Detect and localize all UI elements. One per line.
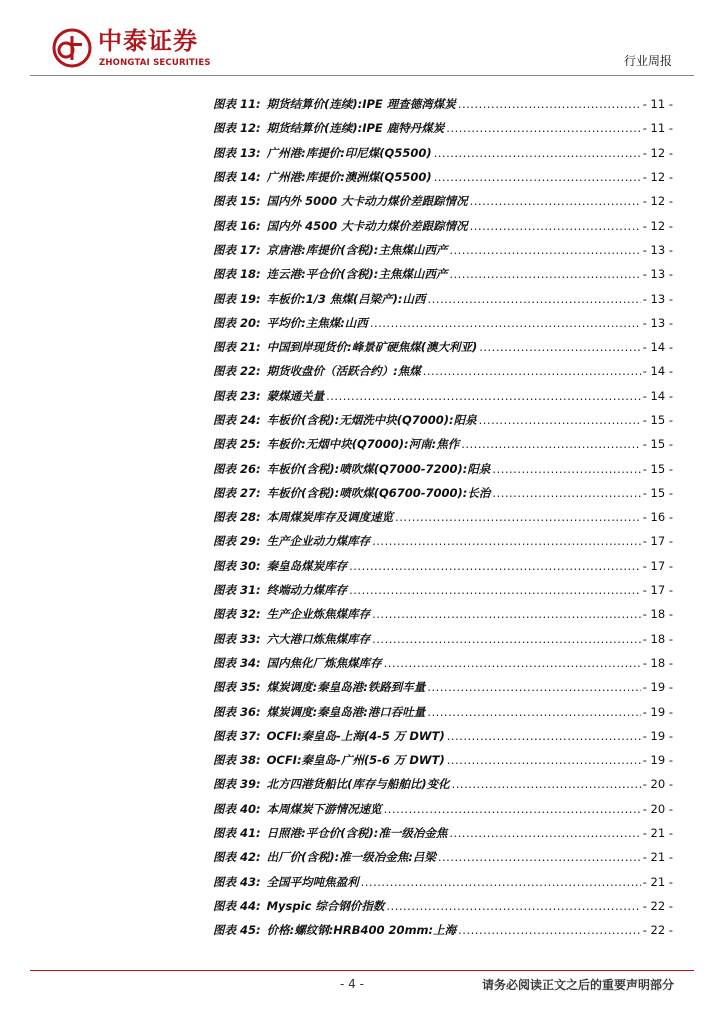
toc-entry[interactable] [213, 238, 673, 262]
toc-dot-leader [349, 559, 641, 573]
toc-dot-leader [449, 267, 640, 281]
toc-dot-leader [434, 146, 641, 160]
toc-entry[interactable] [213, 578, 673, 602]
toc-entry-label: 图表 35: [213, 680, 261, 695]
toc-entry-page: - 16 - [642, 510, 673, 525]
toc-entry-page: - 12 - [642, 194, 673, 209]
toc-entry-title: 广州港:库提价:澳洲煤(Q5500) [266, 170, 432, 185]
toc-entry[interactable] [213, 748, 673, 772]
toc-entry[interactable] [213, 918, 673, 942]
toc-entry-title: 六大港口炼焦煤库存 [266, 631, 371, 646]
toc-dot-leader [461, 437, 641, 451]
toc-dot-leader [384, 656, 641, 670]
toc-entry[interactable] [213, 165, 673, 189]
toc-entry-label: 图表 21: [213, 340, 261, 355]
toc-dot-leader [349, 583, 641, 597]
toc-entry[interactable] [213, 189, 673, 213]
toc-entry[interactable] [213, 529, 673, 553]
toc-entry-label: 图表 43: [213, 874, 261, 889]
toc-entry[interactable] [213, 675, 673, 699]
toc-entry[interactable] [213, 384, 673, 408]
toc-entry-title: Myspic 综合钢价指数 [266, 898, 385, 913]
toc-entry-label: 图表 44: [213, 898, 261, 913]
toc-entry[interactable] [213, 651, 673, 675]
toc-entry-title: 生产企业动力煤库存 [266, 534, 371, 549]
toc-entry-page: - 13 - [642, 291, 673, 306]
toc-dot-leader [449, 826, 640, 840]
toc-dot-leader [326, 389, 641, 403]
toc-dot-leader [370, 316, 641, 330]
toc-entry-page: - 18 - [642, 607, 673, 622]
toc-entry-label: 图表 18: [213, 267, 261, 282]
toc-entry-label: 图表 13: [213, 145, 261, 160]
toc-entry-page: - 17 - [642, 558, 673, 573]
toc-entry-title: 期货结算价(连续):IPE 理查德湾煤炭 [266, 97, 456, 112]
toc-dot-leader [447, 753, 641, 767]
toc-entry-title: 车板价:1/3 焦煤(吕梁产):山西 [266, 291, 426, 306]
toc-entry-title: 国内焦化厂炼焦煤库存 [266, 655, 382, 670]
toc-dot-leader [434, 170, 641, 184]
toc-entry-title: 车板价(含税):无烟洗中块(Q7000):阳泉 [266, 413, 477, 427]
toc-entry-label: 图表 34: [213, 655, 261, 670]
brand-name-cn: 中泰证券 [98, 27, 198, 55]
table-of-figures [213, 92, 673, 942]
toc-dot-leader [427, 705, 640, 719]
page-header [0, 0, 724, 80]
toc-entry[interactable] [213, 894, 673, 918]
toc-dot-leader [428, 292, 641, 306]
toc-entry-label: 图表 23: [213, 388, 261, 403]
toc-entry-label: 图表 38: [213, 753, 261, 768]
toc-entry[interactable] [213, 116, 673, 140]
toc-entry[interactable] [213, 870, 673, 894]
toc-entry-label: 图表 40: [213, 801, 261, 816]
toc-entry-page: - 12 - [642, 170, 673, 185]
toc-entry-page: - 19 - [642, 704, 673, 719]
toc-entry-label: 图表 26: [213, 461, 261, 476]
toc-entry[interactable] [213, 359, 673, 383]
toc-entry[interactable] [213, 481, 673, 505]
toc-entry-page: - 15 - [642, 461, 673, 476]
toc-dot-leader [470, 194, 641, 208]
toc-entry-title: 国内外 4500 大卡动力煤价差跟踪情况 [266, 218, 468, 233]
toc-entry[interactable] [213, 456, 673, 480]
toc-entry-label: 图表 39: [213, 777, 261, 792]
toc-entry[interactable] [213, 141, 673, 165]
toc-entry-title: OCFI:秦皇岛-广州(5-6 万 DWT) [266, 753, 445, 768]
toc-entry-label: 图表 32: [213, 607, 261, 622]
toc-entry-title: 生产企业炼焦煤库存 [266, 607, 371, 622]
toc-entry-label: 图表 37: [213, 728, 261, 743]
toc-dot-leader [427, 680, 640, 694]
header-divider [30, 75, 694, 76]
toc-entry-page: - 22 - [642, 923, 673, 938]
toc-entry-title: 期货结算价(连续):IPE 鹿特丹煤炭 [266, 121, 445, 136]
toc-dot-leader [372, 534, 641, 548]
toc-dot-leader [446, 121, 640, 135]
toc-entry-page: - 15 - [642, 437, 673, 452]
toc-entry-label: 图表 30: [213, 558, 261, 573]
toc-entry-label: 图表 41: [213, 826, 261, 841]
toc-entry-page: - 11 - [642, 121, 673, 136]
toc-entry-label: 图表 24: [213, 413, 261, 427]
toc-entry-title: 出厂价(含税):准一级冶金焦:吕梁 [266, 850, 436, 865]
toc-entry-title: 本周煤炭下游情况速览 [266, 801, 382, 816]
toc-entry-label: 图表 36: [213, 704, 261, 719]
toc-entry-page: - 14 - [642, 340, 673, 355]
toc-entry[interactable] [213, 213, 673, 237]
toc-entry-page: - 12 - [642, 145, 673, 160]
toc-entry-label: 图表 12: [213, 121, 261, 136]
toc-entry-page: - 19 - [642, 680, 673, 695]
toc-entry-page: - 21 - [642, 850, 673, 865]
toc-entry-title: 平均价:主焦煤:山西 [266, 315, 368, 330]
toc-entry-page: - 20 - [642, 777, 673, 792]
toc-entry-page: - 21 - [642, 826, 673, 841]
toc-entry-label: 图表 17: [213, 242, 261, 257]
toc-dot-leader [449, 243, 640, 257]
toc-entry-page: - 13 - [642, 242, 673, 257]
toc-entry-label: 图表 25: [213, 437, 261, 452]
toc-entry[interactable] [213, 262, 673, 286]
toc-entry-label: 图表 29: [213, 534, 261, 549]
toc-entry-title: 煤炭调度:秦皇岛港:港口吞吐量 [266, 704, 426, 719]
toc-entry-page: - 20 - [642, 801, 673, 816]
toc-entry-title: 全国平均吨焦盈利 [266, 874, 359, 889]
toc-entry-title: 日照港:平仓价(含税):准一级冶金焦 [266, 826, 448, 841]
toc-entry-page: - 17 - [642, 534, 673, 549]
toc-entry-page: - 15 - [642, 413, 673, 427]
toc-entry-title: OCFI:秦皇岛-上海(4-5 万 DWT) [266, 728, 445, 743]
toc-entry-title: 中国到岸现货价:峰景矿硬焦煤(澳大利亚) [266, 340, 478, 355]
toc-entry-label: 图表 27: [213, 485, 261, 500]
toc-entry-page: - 14 - [642, 364, 673, 379]
toc-dot-leader [447, 729, 641, 743]
toc-dot-leader [479, 413, 641, 427]
toc-entry-label: 图表 31: [213, 583, 261, 598]
toc-entry-title: 蒙煤通关量 [266, 388, 325, 403]
toc-entry-title: 车板价:无烟中块(Q7000):河南:焦作 [266, 437, 460, 452]
toc-entry-label: 图表 15: [213, 194, 261, 209]
toc-entry[interactable] [213, 724, 673, 748]
toc-entry-label: 图表 33: [213, 631, 261, 646]
toc-entry[interactable] [213, 92, 673, 116]
toc-entry-page: - 14 - [642, 388, 673, 403]
toc-entry-title: 期货收盘价（活跃合约）:焦煤 [266, 364, 421, 379]
zhongtai-logo-icon [52, 28, 92, 68]
toc-entry[interactable] [213, 408, 673, 432]
toc-entry-label: 图表 45: [213, 923, 261, 938]
toc-entry[interactable] [213, 821, 673, 845]
toc-entry-title: 秦皇岛煤炭库存 [266, 558, 348, 573]
toc-entry-title: 煤炭调度:秦皇岛港:铁路到车量 [266, 680, 426, 695]
toc-entry-label: 图表 28: [213, 510, 261, 525]
toc-dot-leader [386, 899, 640, 913]
toc-dot-leader [458, 97, 641, 111]
toc-entry[interactable] [213, 505, 673, 529]
toc-entry-page: - 15 - [642, 485, 673, 500]
toc-entry[interactable] [213, 335, 673, 359]
toc-entry-page: - 21 - [642, 874, 673, 889]
toc-entry-title: 车板价(含税):喷吹煤(Q7000-7200):阳泉 [266, 461, 491, 476]
toc-entry-page: - 19 - [642, 753, 673, 768]
toc-entry[interactable] [213, 845, 673, 869]
disclaimer-text: 请务必阅读正文之后的重要声明部分 [481, 978, 674, 992]
toc-dot-leader [479, 340, 641, 354]
toc-entry-page: - 13 - [642, 315, 673, 330]
page-number: - 4 - [340, 977, 364, 991]
toc-dot-leader [423, 364, 641, 378]
toc-entry-title: 价格:螺纹钢:HRB400 20mm:上海 [266, 923, 457, 938]
toc-entry-page: - 18 - [642, 655, 673, 670]
toc-entry-page: - 19 - [642, 728, 673, 743]
toc-dot-leader [384, 802, 641, 816]
toc-entry-label: 图表 22: [213, 364, 261, 379]
toc-entry-title: 终端动力煤库存 [266, 583, 348, 598]
toc-entry-title: 广州港:库提价:印尼煤(Q5500) [266, 145, 432, 160]
toc-entry-title: 车板价(含税):喷吹煤(Q6700-7000):长治 [266, 485, 491, 500]
toc-entry[interactable] [213, 772, 673, 796]
toc-entry-label: 图表 19: [213, 291, 261, 306]
toc-entry[interactable] [213, 554, 673, 578]
toc-entry-page: - 12 - [642, 218, 673, 233]
footer-divider [30, 970, 694, 971]
toc-dot-leader [492, 462, 640, 476]
brand-name-en: ZHONGTAI SECURITIES [99, 58, 211, 68]
toc-entry-label: 图表 11: [213, 97, 261, 112]
toc-dot-leader [438, 850, 641, 864]
toc-dot-leader [470, 219, 641, 233]
toc-dot-leader [372, 632, 641, 646]
toc-entry-page: - 22 - [642, 898, 673, 913]
toc-dot-leader [492, 486, 640, 500]
toc-entry[interactable] [213, 432, 673, 456]
toc-entry-title: 本周煤炭库存及调度速览 [266, 510, 394, 525]
toc-dot-leader [458, 923, 641, 937]
toc-dot-leader [361, 875, 641, 889]
toc-entry-label: 图表 14: [213, 170, 261, 185]
toc-entry-label: 图表 20: [213, 315, 261, 330]
toc-dot-leader [452, 777, 641, 791]
toc-entry[interactable] [213, 311, 673, 335]
toc-entry[interactable] [213, 699, 673, 723]
toc-entry-page: - 18 - [642, 631, 673, 646]
toc-entry-title: 国内外 5000 大卡动力煤价差跟踪情况 [266, 194, 468, 209]
toc-entry[interactable] [213, 286, 673, 310]
toc-entry-title: 京唐港:库提价(含税):主焦煤山西产 [266, 242, 448, 257]
report-type: 行业周报 [623, 54, 672, 68]
toc-entry-title: 北方四港货船比(库存与船舶比)变化 [266, 777, 450, 792]
toc-entry[interactable] [213, 627, 673, 651]
toc-entry-title: 连云港:平仓价(含税):主焦煤山西产 [266, 267, 448, 282]
toc-entry[interactable] [213, 797, 673, 821]
toc-entry-page: - 17 - [642, 583, 673, 598]
toc-entry-page: - 13 - [642, 267, 673, 282]
toc-entry-label: 图表 42: [213, 850, 261, 865]
toc-entry-page: - 11 - [642, 97, 673, 112]
toc-entry-label: 图表 16: [213, 218, 261, 233]
toc-dot-leader [372, 607, 641, 621]
toc-dot-leader [395, 510, 641, 524]
toc-entry[interactable] [213, 602, 673, 626]
